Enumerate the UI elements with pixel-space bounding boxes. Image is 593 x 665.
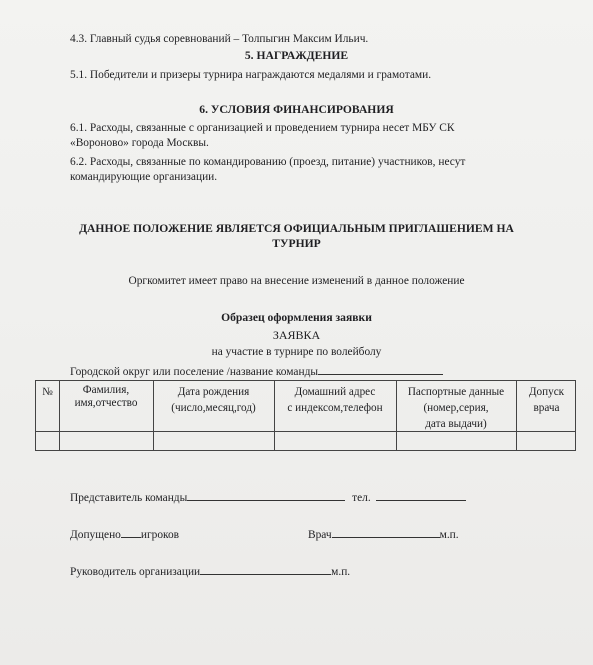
team-representative-label: Представитель команды <box>70 492 188 504</box>
team-representative-field[interactable] <box>187 489 345 501</box>
district-team-line <box>70 363 443 379</box>
clause-4-3: 4.3. Главный судья соревнований – Толпыгин Максим Ильич. <box>70 33 369 45</box>
row1-doctor-cell[interactable] <box>517 432 576 451</box>
application-title: ЗАЯВКА <box>272 328 321 342</box>
row1-address-cell[interactable] <box>275 432 396 451</box>
col-name-header: Фамилия, имя,отчество <box>74 384 138 409</box>
section-6-heading: 6. УСЛОВИЯ ФИНАНСИРОВАНИЯ <box>199 103 394 116</box>
doctor-label: Врач <box>308 529 332 541</box>
team-name-field[interactable] <box>318 363 443 375</box>
stamp-label-1: м.п. <box>439 529 459 541</box>
clause-5-1: 5.1. Победители и призеры турнира награждаются медалями и грамотами. <box>70 69 432 81</box>
phone-label: тел. <box>352 492 371 504</box>
sample-form-title: Образец оформления заявки <box>221 311 372 324</box>
admitted-count-field[interactable] <box>121 526 141 538</box>
doctor-line <box>308 526 459 541</box>
application-subtitle: на участие в турнире по волейболу <box>211 346 382 358</box>
district-team-label: Городской округ или поселение /название команды <box>70 366 319 378</box>
row1-name-cell[interactable] <box>60 432 153 451</box>
clause-6-1-line1: 6.1. Расходы, связанные с организацией и проведением турнира несет МБУ СК <box>70 122 455 134</box>
col-doctor-approval-header: Допуск врача <box>528 386 565 414</box>
row1-number-cell[interactable] <box>36 432 59 451</box>
clause-6-1-line2: «Вороново» города Москвы. <box>70 137 209 149</box>
clause-6-2-line2: командирующие организации. <box>70 171 218 183</box>
col-birthdate-header: Дата рождения (число,месяц,год) <box>171 386 256 414</box>
organization-head-line <box>70 563 350 578</box>
invitation-line1: ДАННОЕ ПОЛОЖЕНИЕ ЯВЛЯЕТСЯ ОФИЦИАЛЬНЫМ ПРИГЛАШЕНИЕМ НА <box>79 222 514 235</box>
section-5-heading: 5. НАГРАЖДЕНИЕ <box>244 49 349 62</box>
row1-birthdate-cell[interactable] <box>154 432 274 451</box>
col-passport-header: Паспортные данные (номер,серия, дата выдачи) <box>407 386 505 430</box>
stamp-label-2: м.п. <box>331 566 351 578</box>
organizing-committee-note: Оргкомитет имеет право на внесение изменений в данное положение <box>128 275 465 287</box>
doctor-signature-field[interactable] <box>332 526 440 538</box>
row1-passport-cell[interactable] <box>397 432 516 451</box>
col-number-header: № <box>42 386 53 398</box>
application-table <box>35 380 576 451</box>
clause-6-2-line1: 6.2. Расходы, связанные по командированию (проезд, питание) участников, несут <box>70 156 466 168</box>
organization-head-label: Руководитель организации <box>70 566 201 578</box>
invitation-line2: ТУРНИР <box>272 237 321 250</box>
admitted-label: Допущено <box>70 529 121 541</box>
admitted-line <box>70 526 179 541</box>
phone-field[interactable] <box>376 489 466 501</box>
col-address-header: Домашний адрес с индексом,телефон <box>287 386 383 414</box>
organization-head-field[interactable] <box>200 563 331 575</box>
players-label: игроков <box>140 529 180 541</box>
team-representative-line <box>70 489 466 504</box>
